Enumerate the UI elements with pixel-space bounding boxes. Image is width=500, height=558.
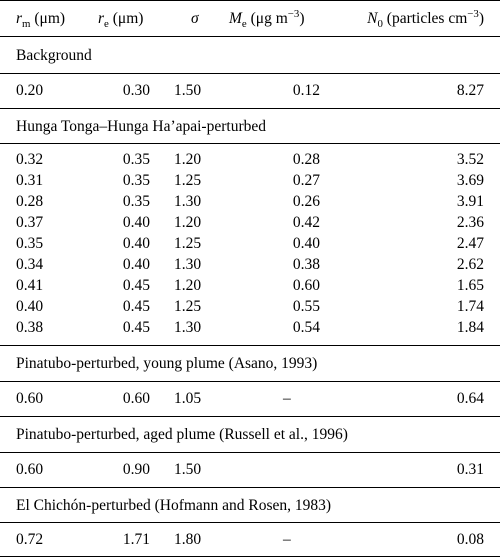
cell-n0: 2.47 <box>456 235 484 252</box>
header-me: $M_e$ (μg $m^{-3}$) <box>229 7 305 31</box>
cell-rm: 0.32 <box>16 151 44 168</box>
section-rule <box>0 416 500 417</box>
section-rule <box>0 381 500 382</box>
cell-rm: 0.60 <box>16 390 44 407</box>
section-title-pinatubo-aged: Pinatubo-perturbed, aged plume (Russell et al., 1996) <box>16 426 348 443</box>
cell-re: 0.40 <box>122 256 150 273</box>
table-row <box>0 296 500 318</box>
cell-rm: 0.72 <box>16 531 44 548</box>
cell-re: 0.35 <box>122 172 150 189</box>
cell-sigma: 1.30 <box>174 319 202 336</box>
header-row <box>0 8 500 30</box>
cell-sigma: 1.30 <box>174 256 202 273</box>
cell-me: 0.40 <box>292 235 320 252</box>
table-row <box>0 191 500 213</box>
cell-sigma: 1.20 <box>174 151 202 168</box>
cell-me: 0.55 <box>292 298 320 315</box>
table-row <box>0 233 500 255</box>
cell-me: – <box>283 531 291 548</box>
table-row <box>0 275 500 297</box>
table-row <box>0 459 500 481</box>
cell-n0: 1.65 <box>456 277 484 294</box>
cell-rm: 0.40 <box>16 298 44 315</box>
cell-re: 0.35 <box>122 193 150 210</box>
cell-sigma: 1.30 <box>174 193 202 210</box>
cell-sigma: 1.50 <box>174 461 202 478</box>
cell-me: 0.42 <box>292 214 320 231</box>
section-rule <box>0 73 500 74</box>
cell-me: 0.54 <box>292 319 320 336</box>
cell-rm: 0.38 <box>16 319 44 336</box>
section-title-pinatubo-young: Pinatubo-perturbed, young plume (Asano, 1993) <box>16 355 318 372</box>
cell-sigma: 1.05 <box>174 390 202 407</box>
cell-n0: 1.84 <box>456 319 484 336</box>
cell-rm: 0.34 <box>16 256 44 273</box>
header-rm: $r_m$ (μm) <box>16 10 66 31</box>
table-row <box>0 170 500 192</box>
cell-rm: 0.60 <box>16 461 44 478</box>
section-rule <box>0 143 500 144</box>
section-rule <box>0 487 500 488</box>
cell-n0: 0.64 <box>456 390 484 407</box>
cell-re: 0.60 <box>122 390 150 407</box>
cell-sigma: 1.25 <box>174 172 202 189</box>
cell-sigma: 1.20 <box>174 277 202 294</box>
table-row <box>0 212 500 234</box>
table-row <box>0 388 500 410</box>
cell-re: 0.35 <box>122 151 150 168</box>
cell-re: 0.45 <box>122 298 150 315</box>
bottom-rule <box>0 556 500 557</box>
cell-re: 0.45 <box>122 319 150 336</box>
cell-n0: 3.52 <box>456 151 484 168</box>
cell-n0: 8.27 <box>456 82 484 99</box>
section-title-el-chichon: El Chichón-perturbed (Hofmann and Rosen, 1983) <box>16 497 332 514</box>
cell-re: 0.30 <box>122 82 150 99</box>
cell-rm: 0.20 <box>16 82 44 99</box>
cell-n0: 2.62 <box>456 256 484 273</box>
cell-me: – <box>283 390 291 407</box>
table-row <box>0 254 500 276</box>
cell-sigma: 1.50 <box>174 82 202 99</box>
cell-me: 0.28 <box>292 151 320 168</box>
header-re: $r_e$ (μm) <box>98 10 144 31</box>
cell-sigma: 1.25 <box>174 235 202 252</box>
cell-re: 0.90 <box>122 461 150 478</box>
table-row <box>0 529 500 551</box>
cell-re: 1.71 <box>122 531 150 548</box>
cell-rm: 0.37 <box>16 214 44 231</box>
cell-re: 0.40 <box>122 235 150 252</box>
cell-sigma: 1.20 <box>174 214 202 231</box>
header-sigma: σ <box>191 10 199 27</box>
cell-n0: 3.91 <box>456 193 484 210</box>
cell-n0: 0.08 <box>456 531 484 548</box>
top-rule <box>0 0 500 1</box>
header-rule <box>0 36 500 37</box>
table-row <box>0 80 500 102</box>
table-row <box>0 149 500 171</box>
section-rule <box>0 108 500 109</box>
section-rule <box>0 522 500 523</box>
cell-me: 0.38 <box>292 256 320 273</box>
cell-re: 0.45 <box>122 277 150 294</box>
cell-re: 0.40 <box>122 214 150 231</box>
cell-rm: 0.35 <box>16 235 44 252</box>
cell-me: 0.26 <box>292 193 320 210</box>
cell-n0: 0.31 <box>456 461 484 478</box>
section-title-hunga-tonga: Hunga Tonga–Hunga Ha’apai-perturbed <box>16 118 266 135</box>
section-rule <box>0 345 500 346</box>
cell-n0: 3.69 <box>456 172 484 189</box>
cell-me: 0.27 <box>292 172 320 189</box>
cell-n0: 1.74 <box>456 298 484 315</box>
header-n0: $N_0$ (particles $cm^{-3}$) <box>367 7 484 31</box>
cell-rm: 0.41 <box>16 277 44 294</box>
cell-me: 0.60 <box>292 277 320 294</box>
cell-rm: 0.31 <box>16 172 44 189</box>
cell-rm: 0.28 <box>16 193 44 210</box>
table-row <box>0 317 500 339</box>
cell-sigma: 1.80 <box>174 531 202 548</box>
cell-n0: 2.36 <box>456 214 484 231</box>
cell-me: 0.12 <box>292 82 320 99</box>
section-title-background: Background <box>16 47 92 64</box>
section-rule <box>0 452 500 453</box>
cell-sigma: 1.25 <box>174 298 202 315</box>
